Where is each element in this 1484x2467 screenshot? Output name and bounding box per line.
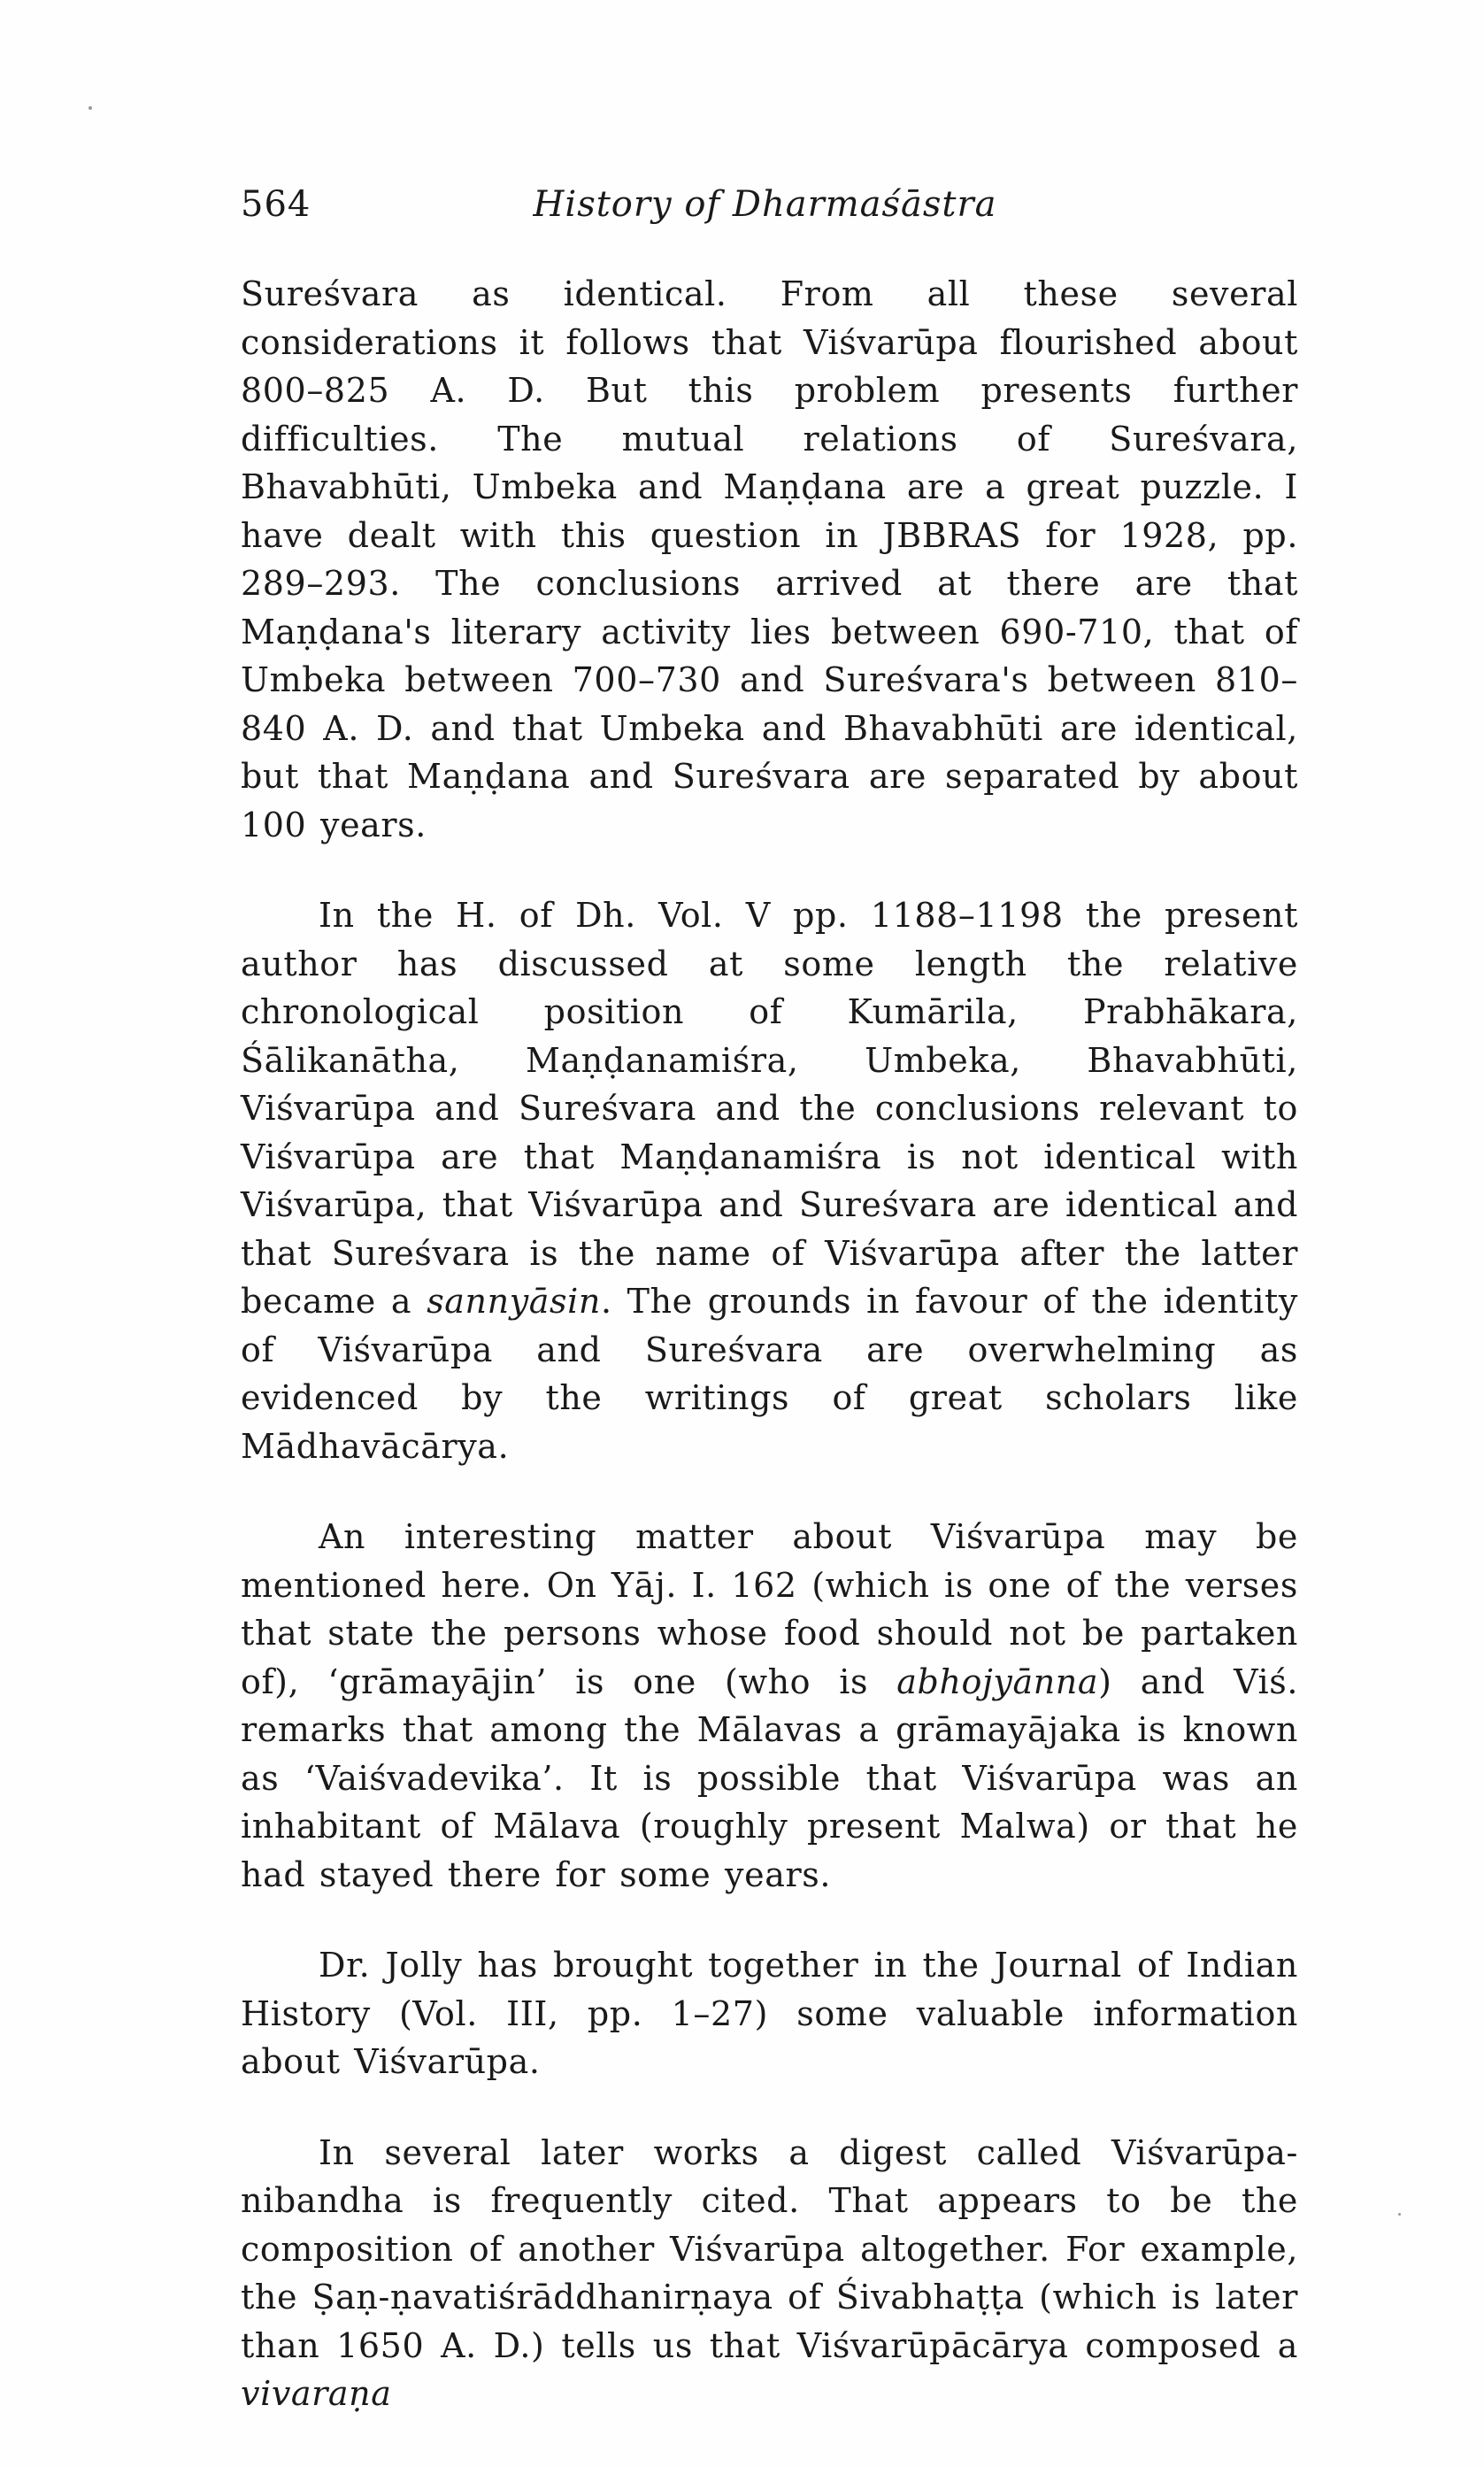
paragraph-1 bbox=[241, 270, 1298, 849]
paragraph-2-text-after: . The grounds in favour of the identity of Viśvarūpa and Sureśvara are overwhelming as evidenced by the writings of great scholars like Mādhavācārya. bbox=[241, 1282, 1298, 1466]
paragraph-5-italic-term: vivaraṇa bbox=[241, 2374, 392, 2413]
paragraph-4 bbox=[241, 1941, 1298, 2086]
paragraph-3-italic-term: abhojyānna bbox=[896, 1661, 1099, 1701]
scan-speck bbox=[1398, 2213, 1401, 2216]
paragraph-2-italic-term: sannyāsin bbox=[427, 1282, 601, 1321]
body-text bbox=[241, 270, 1298, 2461]
paragraph-5 bbox=[241, 2129, 1298, 2418]
page-number: 564 bbox=[241, 184, 311, 225]
paragraph-1-text: Sureśvara as identical. From all these several considerations it follows that Viśvarūpa flourished about 800–825 A. D. But this problem presents further difficulties. The mutual relations of Sureśvara, Bhavabhūti, Umbeka and Maṇḍana are a great puzzle. I have dealt with this question in JBBRAS for 1928, pp. 289–293. The conclusions arrived at there are that Maṇḍana's literary activity lies between 690-710, that of Umbeka between 700–730 and Sureśvara's between 810–840 A. D. and that Umbeka and Bhavabhūti are identical, but that Maṇḍana and Sureśvara are separated by about 100 years. bbox=[241, 274, 1298, 844]
paragraph-2 bbox=[241, 891, 1298, 1470]
paragraph-2-text-before: In the H. of Dh. Vol. V pp. 1188–1198 the present author has discussed at some length the relative chronological position of Kumārila, Prabhākara, Śālikanātha, Maṇḍanamiśra, Umbeka, Bhavabhūti, Viśvarūpa and Sureśvara and the conclusions relevant to Viśvarūpa are that Maṇḍanamiśra is not identical with Viśvarūpa, that Viśvarūpa and Sureśvara are identical and that Sureśvara is the name of Viśvarūpa after the latter became a bbox=[241, 896, 1298, 1321]
paragraph-4-text: Dr. Jolly has brought together in the Journal of Indian History (Vol. III, pp. 1–27) some valuable information about Viśvarūpa. bbox=[241, 1946, 1298, 2081]
scan-speck bbox=[88, 106, 92, 110]
paragraph-3 bbox=[241, 1513, 1298, 1899]
paragraph-5-text-before: In several later works a digest called Viśvarūpa-nibandha is frequently cited. That appears to be the composition of another Viśvarūpa altogether. For example, the Ṣaṇ-ṇavatiśrāddhanirṇaya of Śivabhaṭṭa (which is later than 1650 A. D.) tells us that Viśvarūpācārya composed a bbox=[241, 2132, 1298, 2365]
running-title: History of Dharmaśāstra bbox=[533, 184, 997, 225]
page-header bbox=[241, 184, 1289, 246]
paragraph-3-text-before: An interesting matter about Viśvarūpa may be mentioned here. On Yāj. I. 162 (which is one of the verses that state the persons whose food should not be partaken of), ‘grāmayājin’ is one (who is bbox=[241, 1517, 1298, 1701]
paragraph-3-text-after: ) and Viś. remarks that among the Mālavas a grāmayājaka is known as ‘Vaiśvadevika’. It is possible that Viśvarūpa was an inhabitant of Mālava (roughly present Malwa) or that he had stayed there for some years. bbox=[241, 1661, 1298, 1894]
